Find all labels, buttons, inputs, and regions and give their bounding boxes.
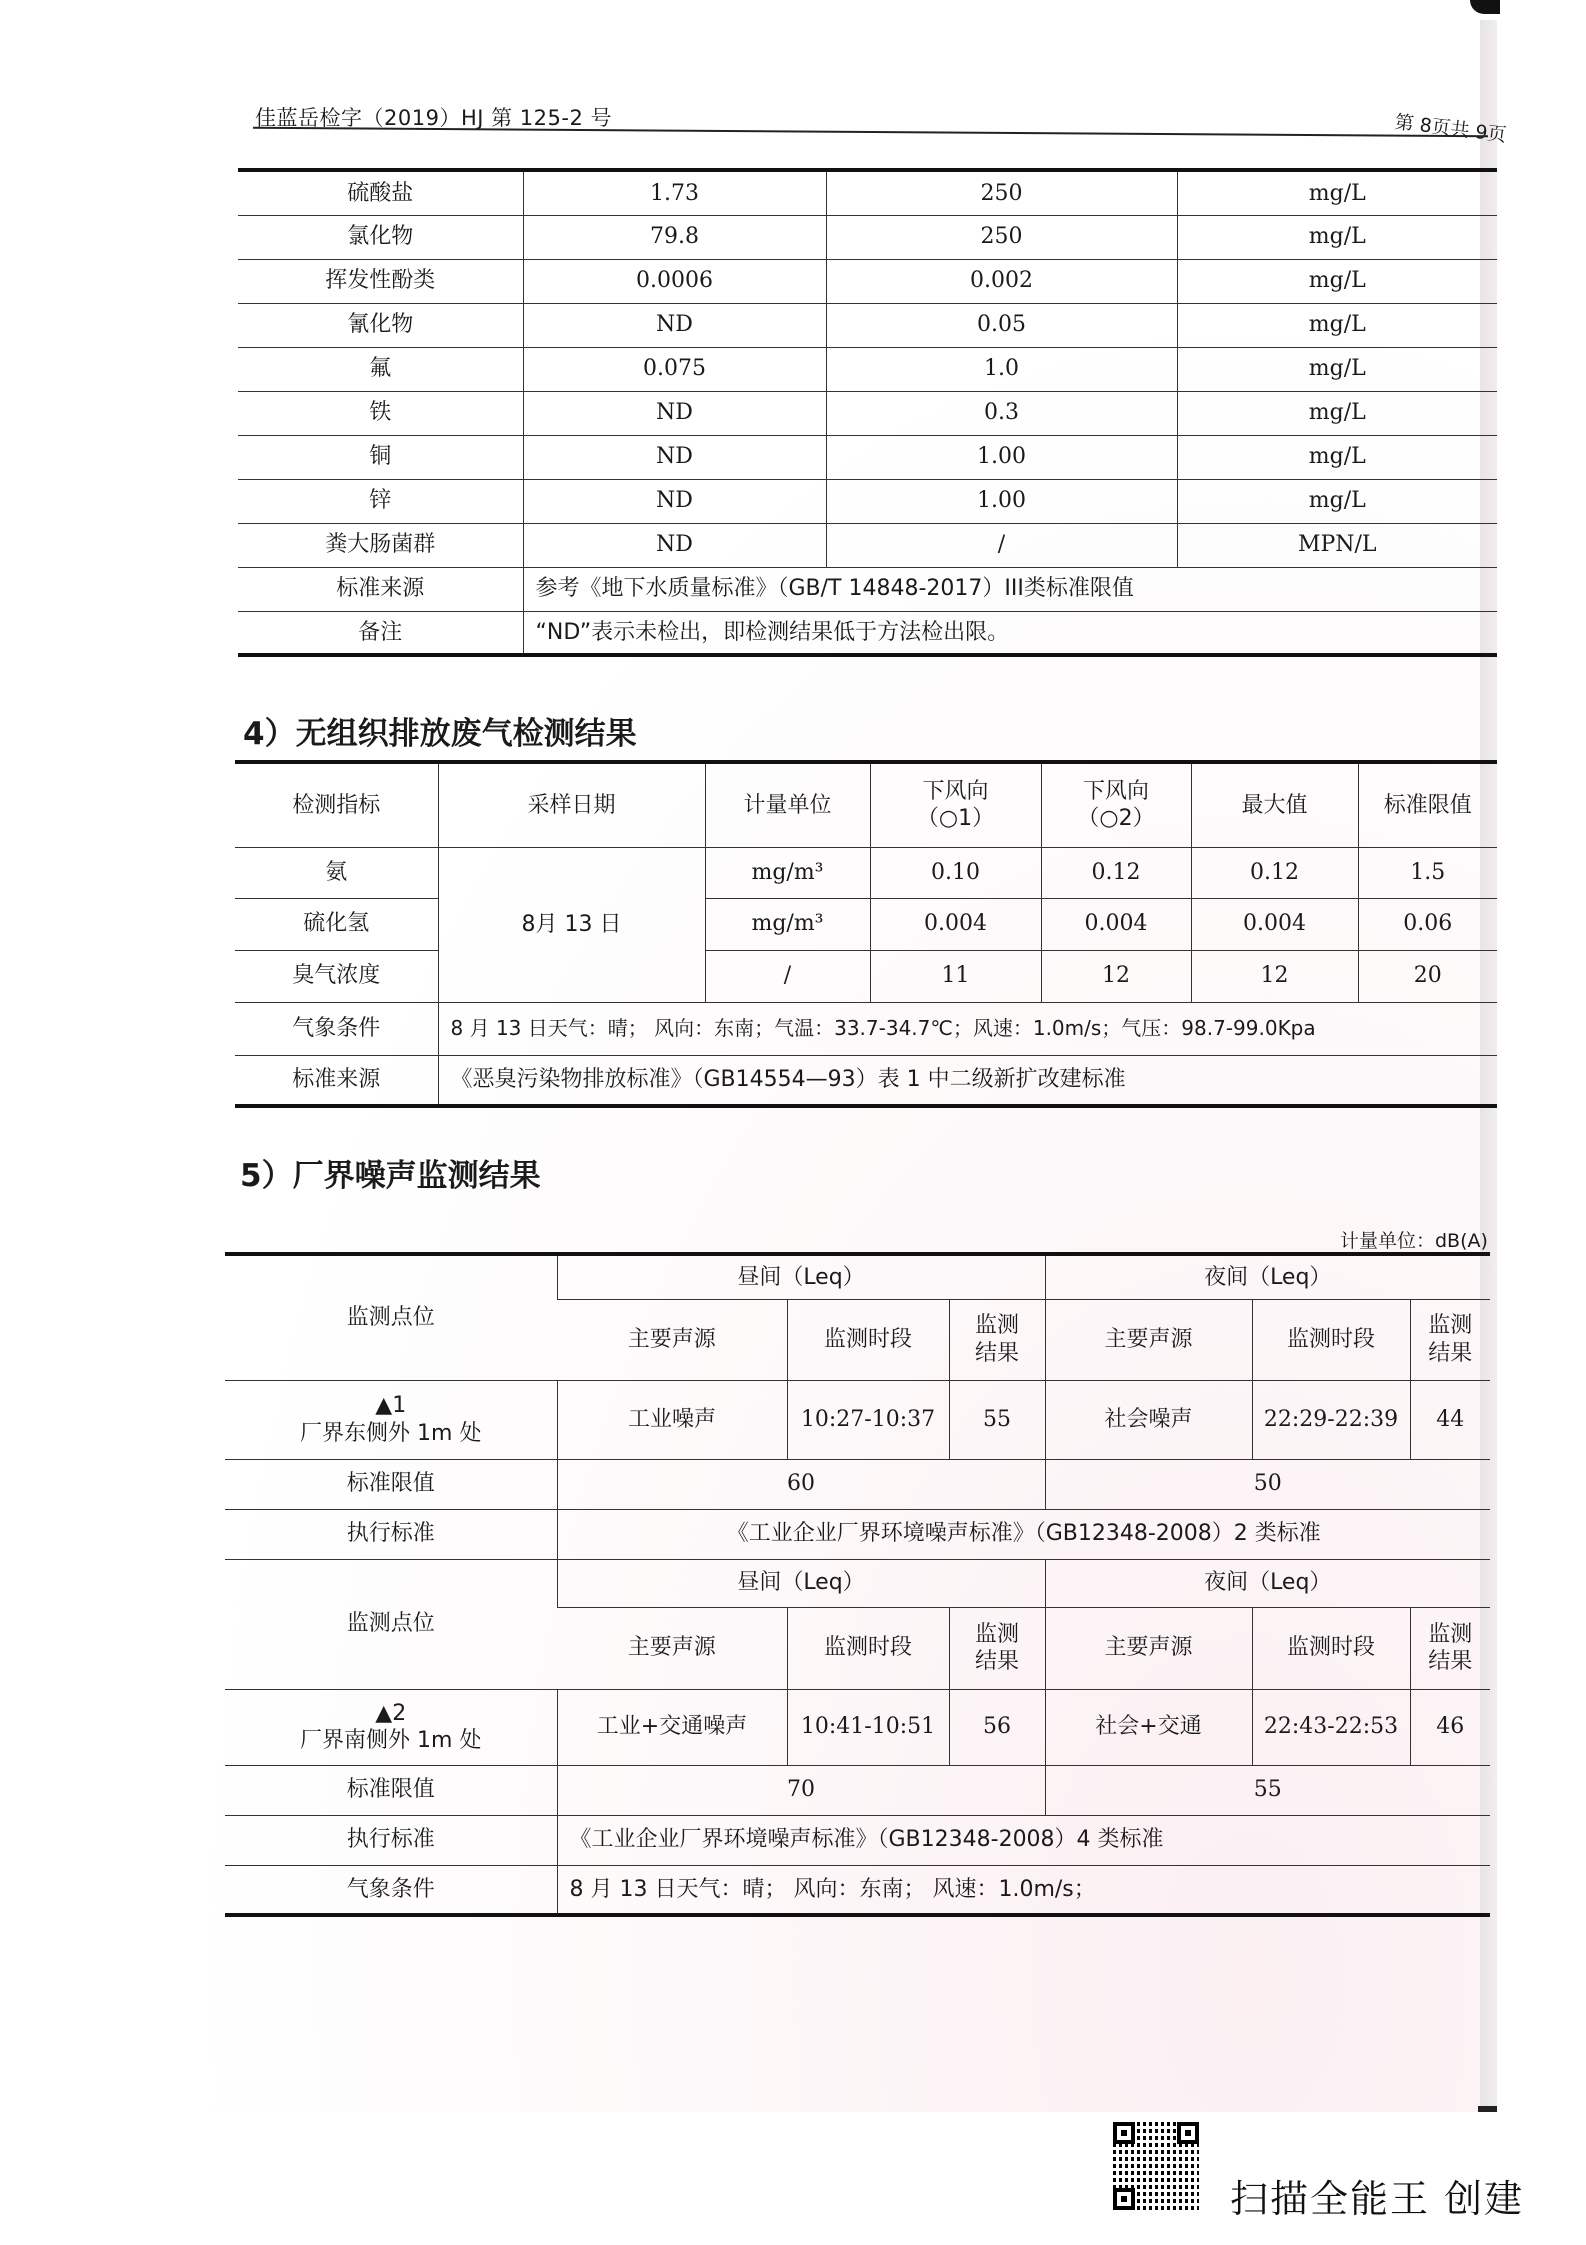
item-name: 挥发性酚类 <box>238 259 523 303</box>
point1-day-source: 工业噪声 <box>557 1380 787 1459</box>
sampling-date: 8月 13 日 <box>438 847 705 1002</box>
point2-day-period: 10:41-10:51 <box>787 1689 949 1765</box>
point2-night-period: 22:43-22:53 <box>1252 1689 1410 1765</box>
limit-value: 250 <box>826 215 1177 259</box>
item-name: 粪大肠菌群 <box>238 523 523 567</box>
point1-night-period: 22:29-22:39 <box>1252 1380 1410 1459</box>
o2-value: 0.004 <box>1041 898 1191 950</box>
table-row <box>238 479 1497 523</box>
unit-note: 计量单位：dB(A) <box>1340 1230 1488 1252</box>
point2-location-text: 厂界南侧外 1m 处 <box>300 1728 482 1753</box>
result-value: ND <box>523 435 826 479</box>
limit-label: 标准限值 <box>225 1459 557 1509</box>
noise-table <box>225 1252 1490 1917</box>
weather-label: 气象条件 <box>225 1865 557 1915</box>
table-row <box>238 303 1497 347</box>
result-label-2: 结果 <box>974 1649 1019 1674</box>
limit-value: 1.00 <box>826 435 1177 479</box>
col-header-night-source: 主要声源 <box>1045 1299 1252 1380</box>
standard-label: 执行标准 <box>225 1509 557 1559</box>
page-corner-shadow <box>1478 2106 1497 2112</box>
limit-value: / <box>826 523 1177 567</box>
result-value: ND <box>523 523 826 567</box>
col-header-night: 夜间（Leq） <box>1045 1254 1490 1299</box>
col-header-indicator: 检测指标 <box>235 762 438 847</box>
table-row <box>235 950 1497 1002</box>
limit-label: 标准限值 <box>225 1765 557 1815</box>
point2-day-source: 工业+交通噪声 <box>557 1689 787 1765</box>
o1-label: 下风向 <box>922 778 989 804</box>
unit-value: mg/L <box>1177 259 1497 303</box>
item-name: 氰化物 <box>238 303 523 347</box>
remark-value: “ND”表示未检出，即检测结果低于方法检出限。 <box>523 611 1497 655</box>
point2-night-limit: 55 <box>1045 1765 1490 1815</box>
standard-label: 标准来源 <box>238 567 523 611</box>
table-row <box>235 847 1497 898</box>
point2-weather-value: 8 月 13 日天气：晴； 风向：东南； 风速：1.0m/s； <box>557 1865 1490 1915</box>
remark-row <box>238 611 1497 655</box>
limit-value: 0.05 <box>826 303 1177 347</box>
table-row <box>238 259 1497 303</box>
qr-finder <box>1113 2122 1135 2144</box>
result-label-2: 结果 <box>1428 1649 1473 1674</box>
point2-night-result: 46 <box>1410 1689 1490 1765</box>
result-label-1: 监测 <box>974 1313 1019 1338</box>
page-info: 第 8页共 9页 <box>1393 111 1508 147</box>
result-label-1: 监测 <box>1428 1621 1473 1647</box>
point1-limit-row <box>225 1459 1490 1509</box>
remark-label: 备注 <box>238 611 523 655</box>
o1-point: （○1） <box>916 806 995 832</box>
col-header-night-source: 主要声源 <box>1045 1607 1252 1689</box>
point1-night-result: 44 <box>1410 1380 1490 1459</box>
unit-value: mg/L <box>1177 347 1497 391</box>
report-number: 佳蓝岳检字（2019）HJ 第 125-2 号 <box>255 106 612 130</box>
standard-row <box>238 567 1497 611</box>
weather-value: 8 月 13 日天气：晴； 风向：东南；气温：33.7-34.7℃；风速：1.0m/s；气压：98.7-99.0Kpa <box>438 1002 1497 1055</box>
item-name: 氯化物 <box>238 215 523 259</box>
unit-value: mg/L <box>1177 479 1497 523</box>
col-header-night-period: 监测时段 <box>1252 1607 1410 1689</box>
item-name: 铜 <box>238 435 523 479</box>
section-title-fugitive-gas: 4）无组织排放废气检测结果 <box>243 716 637 752</box>
col-header-unit: 计量单位 <box>705 762 870 847</box>
point2-marker: ▲2 <box>375 1700 407 1726</box>
unit-value: mg/L <box>1177 435 1497 479</box>
point2-weather-row <box>225 1865 1490 1915</box>
header-row <box>235 762 1497 847</box>
result-value: ND <box>523 391 826 435</box>
header-row <box>225 1254 1490 1299</box>
col-header-date: 采样日期 <box>438 762 705 847</box>
point1-day-limit: 60 <box>557 1459 1045 1509</box>
item-name: 氟 <box>238 347 523 391</box>
section-title-noise: 5）厂界噪声监测结果 <box>240 1158 541 1194</box>
unit-value: mg/m³ <box>705 898 870 950</box>
o2-label: 下风向 <box>1082 778 1149 804</box>
limit-value: 1.0 <box>826 347 1177 391</box>
max-value: 0.12 <box>1191 847 1358 898</box>
result-value: 1.73 <box>523 170 826 215</box>
unit-value: mg/L <box>1177 303 1497 347</box>
unit-value: mg/L <box>1177 215 1497 259</box>
col-header-night-result <box>1410 1607 1490 1689</box>
point1-standard-row <box>225 1509 1490 1559</box>
weather-row <box>235 1002 1497 1055</box>
qr-finder <box>1113 2188 1135 2210</box>
water-quality-table <box>238 168 1497 657</box>
table-row <box>235 898 1497 950</box>
point1-row <box>225 1380 1490 1459</box>
limit-value: 0.3 <box>826 391 1177 435</box>
qr-finder <box>1177 2122 1199 2144</box>
unit-value: / <box>705 950 870 1002</box>
point2-day-limit: 70 <box>557 1765 1045 1815</box>
limit-value: 20 <box>1358 950 1497 1002</box>
result-value: 0.075 <box>523 347 826 391</box>
col-header-day-result <box>949 1299 1045 1380</box>
item-name: 铁 <box>238 391 523 435</box>
standard-row <box>235 1055 1497 1106</box>
point1-marker: ▲1 <box>375 1393 407 1418</box>
col-header-day-result <box>949 1607 1045 1689</box>
scanner-watermark: 扫描全能王 创建 <box>1230 2177 1525 2221</box>
result-value: ND <box>523 303 826 347</box>
item-name: 锌 <box>238 479 523 523</box>
o2-value: 0.12 <box>1041 847 1191 898</box>
table-row <box>238 391 1497 435</box>
col-header-limit: 标准限值 <box>1358 762 1497 847</box>
point1-day-result: 55 <box>949 1380 1045 1459</box>
item-name: 硫酸盐 <box>238 170 523 215</box>
result-label-1: 监测 <box>1428 1313 1473 1338</box>
point1-location <box>225 1380 557 1459</box>
col-header-max: 最大值 <box>1191 762 1358 847</box>
table-row <box>238 170 1497 215</box>
standard-label: 执行标准 <box>225 1815 557 1865</box>
point1-day-period: 10:27-10:37 <box>787 1380 949 1459</box>
col-header-night-period: 监测时段 <box>1252 1299 1410 1380</box>
table-row <box>238 435 1497 479</box>
limit-value: 0.002 <box>826 259 1177 303</box>
limit-value: 250 <box>826 170 1177 215</box>
standard-label: 标准来源 <box>235 1055 438 1106</box>
result-label-1: 监测 <box>974 1621 1019 1647</box>
col-header-day-source: 主要声源 <box>557 1299 787 1380</box>
col-header-location: 监测点位 <box>225 1559 557 1689</box>
table-row <box>238 347 1497 391</box>
o2-value: 12 <box>1041 950 1191 1002</box>
standard-value: 《恶臭污染物排放标准》（GB14554—93）表 1 中二级新扩改建标准 <box>438 1055 1497 1106</box>
qr-code-icon <box>1113 2122 1199 2210</box>
point1-standard-value: 《工业企业厂界环境噪声标准》（GB12348-2008）2 类标准 <box>557 1509 1490 1559</box>
limit-value: 1.5 <box>1358 847 1497 898</box>
unit-value: mg/L <box>1177 391 1497 435</box>
indicator-name: 硫化氢 <box>235 898 438 950</box>
header-row <box>225 1559 1490 1607</box>
table-row <box>238 215 1497 259</box>
point1-night-source: 社会噪声 <box>1045 1380 1252 1459</box>
col-header-day-period: 监测时段 <box>787 1299 949 1380</box>
result-label-2: 结果 <box>974 1340 1019 1366</box>
point1-night-limit: 50 <box>1045 1459 1490 1509</box>
result-value: 0.0006 <box>523 259 826 303</box>
table-row <box>238 523 1497 567</box>
point2-standard-value: 《工业企业厂界环境噪声标准》（GB12348-2008）4 类标准 <box>557 1815 1490 1865</box>
standard-value: 参考《地下水质量标准》（GB/T 14848-2017）III类标准限值 <box>523 567 1497 611</box>
col-header-day-source: 主要声源 <box>557 1607 787 1689</box>
unit-value: mg/L <box>1177 170 1497 215</box>
point1-location-text: 厂界东侧外 1m 处 <box>300 1420 482 1446</box>
point2-limit-row <box>225 1765 1490 1815</box>
max-value: 12 <box>1191 950 1358 1002</box>
indicator-name: 氨 <box>235 847 438 898</box>
result-value: 79.8 <box>523 215 826 259</box>
o1-value: 0.004 <box>870 898 1041 950</box>
col-header-o2 <box>1041 762 1191 847</box>
col-header-o1 <box>870 762 1041 847</box>
col-header-night-result <box>1410 1299 1490 1380</box>
col-header-day: 昼间（Leq） <box>557 1559 1045 1607</box>
o1-value: 11 <box>870 950 1041 1002</box>
point2-row <box>225 1689 1490 1765</box>
weather-label: 气象条件 <box>235 1002 438 1055</box>
point2-day-result: 56 <box>949 1689 1045 1765</box>
result-label-2: 结果 <box>1428 1340 1473 1366</box>
unit-value: MPN/L <box>1177 523 1497 567</box>
indicator-name: 臭气浓度 <box>235 950 438 1002</box>
unit-value: mg/m³ <box>705 847 870 898</box>
point2-location <box>225 1689 557 1765</box>
point2-standard-row <box>225 1815 1490 1865</box>
limit-value: 1.00 <box>826 479 1177 523</box>
o2-point: （○2） <box>1077 806 1155 832</box>
col-header-location: 监测点位 <box>225 1254 557 1380</box>
point2-night-source: 社会+交通 <box>1045 1689 1252 1765</box>
o1-value: 0.10 <box>870 847 1041 898</box>
col-header-night: 夜间（Leq） <box>1045 1559 1490 1607</box>
max-value: 0.004 <box>1191 898 1358 950</box>
col-header-day-period: 监测时段 <box>787 1607 949 1689</box>
fugitive-gas-table <box>235 760 1497 1108</box>
limit-value: 0.06 <box>1358 898 1497 950</box>
col-header-day: 昼间（Leq） <box>557 1254 1045 1299</box>
result-value: ND <box>523 479 826 523</box>
